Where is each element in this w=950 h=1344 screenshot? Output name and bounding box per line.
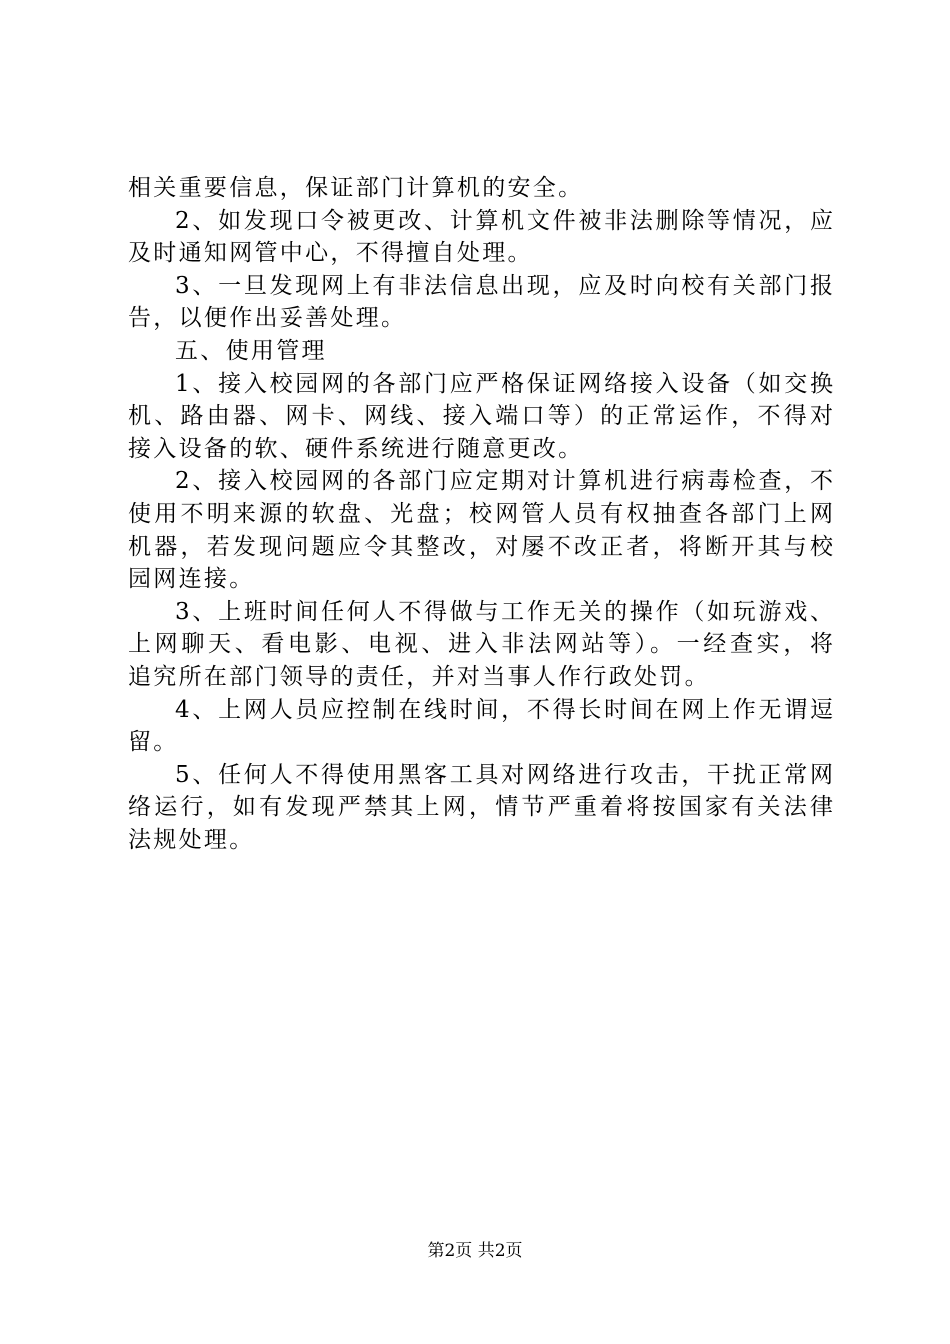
text-line-10: 2、接入校园网的各部门应定期对计算机进行病毒检查，不 bbox=[175, 468, 833, 495]
text-line-1: 相关重要信息，保证部门计算机的安全。 bbox=[128, 175, 584, 201]
text-line-9: 接入设备的软、硬件系统进行随意更改。 bbox=[128, 435, 584, 462]
text-line-14: 3、上班时间任何人不得做与工作无关的操作（如玩游戏、 bbox=[175, 598, 833, 625]
section-heading: 五、使用管理 bbox=[175, 337, 327, 364]
text-line-16: 追究所在部门领导的责任，并对当事人作行政处罚。 bbox=[128, 663, 710, 690]
document-body bbox=[128, 172, 833, 856]
text-line-18: 留。 bbox=[128, 729, 179, 756]
text-line-2: 2、如发现口令被更改、计算机文件被非法删除等情况，应 bbox=[175, 207, 833, 234]
text-line-3: 及时通知网管中心，不得擅自处理。 bbox=[128, 240, 533, 267]
text-line-11: 使用不明来源的软盘、光盘；校网管人员有权抽查各部门上网 bbox=[128, 500, 833, 527]
text-line-12: 机器，若发现问题应令其整改，对屡不改正者，将断开其与校 bbox=[128, 533, 833, 560]
text-line-8: 机、路由器、网卡、网线、接入端口等）的正常运作，不得对 bbox=[128, 403, 833, 430]
text-line-13: 园网连接。 bbox=[128, 566, 255, 593]
text-line-20: 络运行，如有发现严禁其上网，情节严重着将按国家有关法律 bbox=[128, 794, 833, 821]
text-line-7: 1、接入校园网的各部门应严格保证网络接入设备（如交换 bbox=[175, 370, 833, 397]
text-line-15: 上网聊天、看电影、电视、进入非法网站等）。一经查实，将 bbox=[128, 631, 833, 658]
page-number-footer: 第2页 共2页 bbox=[427, 1241, 523, 1261]
text-line-19: 5、任何人不得使用黑客工具对网络进行攻击，干扰正常网 bbox=[175, 761, 833, 788]
text-line-21: 法规处理。 bbox=[128, 826, 255, 853]
text-line-5: 告，以便作出妥善处理。 bbox=[128, 305, 407, 332]
text-line-4: 3、一旦发现网上有非法信息出现，应及时向校有关部门报 bbox=[175, 272, 833, 299]
text-line-17: 4、上网人员应控制在线时间，不得长时间在网上作无谓逗 bbox=[175, 696, 833, 723]
